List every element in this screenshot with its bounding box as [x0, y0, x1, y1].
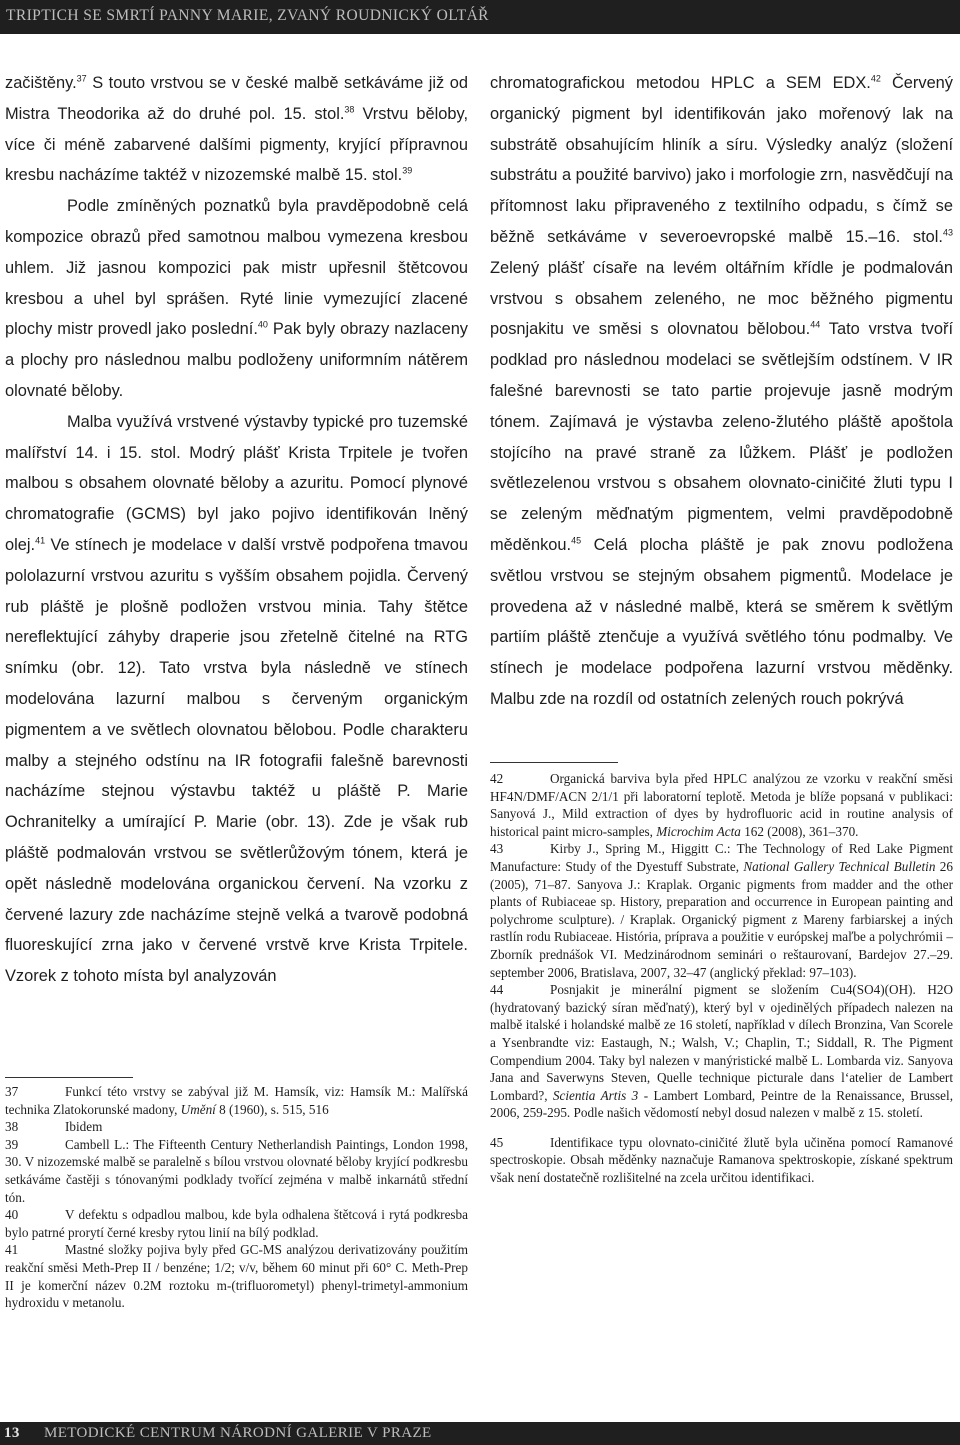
footnote-number: 39	[5, 1136, 19, 1152]
footnote-number: 45	[490, 1134, 504, 1150]
footnote-divider-left	[5, 1077, 133, 1078]
footnote-45	[490, 1134, 953, 1187]
footnote-text: Mastné složky pojiva byly před GC-MS analýzou derivatizovány použitím reakční směsi Meth-Prep II / benzéne; 1/2; v/v, během 60 minut při 60° C. Meth-Prep II je komerční název 0.2M roztoku m-(trifluorometyl) phenyl-trimetyl-ammonium hydroxidu v metanolu.	[5, 1242, 468, 1311]
footnote-37	[5, 1083, 468, 1118]
footnote-42	[490, 770, 953, 840]
footnote-number: 40	[5, 1207, 19, 1223]
right-footnotes	[490, 770, 953, 1187]
footnote-text: Organická barviva byla před HPLC analýzou ze vzorku v reakční směsi HF4N/DMF/ACN 2/1/1 při laboratorní teplotě. Metoda je blíže popsaná v publikaci: Sanyová J., Mild extraction of dyes by hydrofluoric acid in routine analysis of historical paint micro-samples, Microchim Acta 162 (2008), 361–370.	[490, 771, 953, 839]
footnote-text: Identifikace typu olovnato-ciničité žlutě byla učiněna pomocí Ramanové spectroskopie. Obsah měděnky naznačuje Ramanova spektroskopie, získané spektrum však není dostatečně rozlišitelné na zcela určitou identifikaci.	[490, 1134, 953, 1186]
footnote-text: V defektu s odpadlou malbou, kde byla odhalena štětcová i rytá podkresba bylo patrné prorytí černé kresby rytou linií na bílý podklad.	[5, 1207, 468, 1240]
footnote-text: Cambell L.: The Fifteenth Century Netherlandish Paintings, London 1998, 30. V nizozemské malbě se paralelně s bílou vrstvou olovnaté běloby kryjící podkresbu setkáváme častěji s tónovanými podklady tvořící zejména v malbě inkarnátů střední tón.	[5, 1136, 468, 1205]
footnote-number: 38	[5, 1119, 19, 1135]
footer-institution: METODICKÉ CENTRUM NÁRODNÍ GALERIE V PRAZE	[43, 1425, 432, 1441]
footnote-40	[5, 1206, 468, 1241]
right-column-body	[490, 68, 953, 715]
footnote-number: 42	[490, 771, 504, 786]
footnote-41	[5, 1241, 468, 1311]
page-number: 13	[4, 1425, 20, 1441]
running-header	[0, 0, 960, 34]
left_column-paragraph: Malba využívá vrstvené výstavby typické pro tuzemské malířství 14. i 15. stol. Modrý plášť Krista Trpitele je tvořen malbou s obsahem olovnaté běloby a azuritu. Pomocí plynové chromatografie (GCMS) byl jako pojivo identifikován lněný olej.$^{41}$ Ve stínech je modelace v další vrstvě podpořena tmavou pololazurní vrstvou azuritu s vyšším obsahem pojidla. Červený rub pláště je plošně podložen vrstvou minia. Tahy štětce nereflektující záhyby draperie jsou zřetelně čitelné na RTG snímku (obr. 12). Tato vrstva byla následně ve stínech modelována lazurní malbou s červeným organickým pigmentem a ve světlech olovnatou bělobou. Podle charakteru malby a stejného odstínu na IR fotografii falešně barevnosti nacházíme stejnou výstavbu taktéž u pláště P. Marie Ochranitelky a umírající P. Marie (obr. 13). Zde je však rub pláště podmalován vrstvou se světlerůžovým tónem, která je opět následně modelována organickou červení. Na vzorku z červené lazury zde nacházíme stejně velká a tvarově podobná fluoreskující zrna jako v červené vrstvě krve Krista Trpitele. Vzorek z tohoto místa byl analyzován	[5, 412, 468, 986]
footnote-text: Funkcí této vrstvy se zabýval již M. Hamsík, viz: Hamsík M.: Malířská technika Zlatokorunské madony, Umění 8 (1960), s. 515, 516	[5, 1084, 468, 1117]
left_column-paragraph: začištěny.$^{37}$ S touto vrstvou se v české malbě setkáváme již od Mistra Theodorika až do druhé pol. 15. stol.$^{38}$ Vrstvu běloby, více či méně zabarvené dalšími pigmenty, kryjící přípravnou kresbu nacházíme taktéž v nizozemské malbě 15. stol.$^{39}$	[5, 73, 468, 185]
left-footnotes	[5, 1083, 468, 1312]
footnote-number: 41	[5, 1242, 19, 1258]
footnote-44	[490, 981, 953, 1122]
footnote-divider-right	[490, 762, 618, 763]
footnote-number: 43	[490, 841, 504, 857]
page-footer	[0, 1422, 960, 1445]
footnote-text: Posnjakit je minerální pigment se složením Cu4(SO4)(OH). H2O (hydratovaný bazický síran měďnatý), který byl v ojedinělých případech nalezen na malbě italské i holandské malbě ze 16 století, například v dílech Bronzina, Van Scorele a Ysenbrandte viz: Eastaugh, N.; Walsh, V.; Chaplin, T.; Siddall, R. The Pigment Compendium 2004. Taky byl nalezen v manýristické malbě L. Lombarda viz. Sanyova Jana and Saverwyns Steven, Quelle technique picturale dans l‘atelier de Lambert Lombard?, Scientia Artis 3 - Lambert Lombard, Peintre de la Renaissance, Brussel, 2006, 259-295. Podle našich vědomostí nebyl dosud nalezen v malbě z 15. století.	[490, 982, 954, 1121]
running-header-title: TRIPTICH SE SMRTÍ PANNY MARIE, ZVANÝ ROUDNICKÝ OLTÁŘ	[6, 7, 489, 24]
footnote-39	[5, 1136, 468, 1206]
left-column-body	[5, 68, 468, 992]
right_column-paragraph: chromatografickou metodou HPLC a SEM EDX.$^{42}$ Červený organický pigment byl identifikován jako mořenový lak na substrátě obsahujícím hliník a síru. Výsledky analýz (složení substrátu a použité barvivo) jako i morfologie zrn, nasvědčují na přítomnost laku připraveného z textilního odpadu, s čímž se běžně setkáváme v severoevropské malbě 15.–16. stol.$^{43}$ Zelený plášť císaře na levém oltářním křídle je podmalován vrstvou s obsahem zeleného, ne moc běžného pigmentu posnjakitu ve směsi s olovnatou bělobou.$^{44}$ Tato vrstva tvoří podklad pro následnou modelaci se světlejším odstínem. V IR falešné barevnosti se tato partie projevuje jasně modrým tónem. Zajímavá je výstavba zeleno-žlutého pláště apoštola stojícího na pravé straně za lůžkem. Plášť je podložen světlezelenou vrstvou s obsahem olovnato-ciničité žluti typu I se zeleným měďnatým pigmentem, velmi pravděpodobně měděnkou.$^{45}$ Celá plocha pláště je pak znovu podložena světlou vrstvou se stejným obsahem pigmentů. Modelace je provedena až v následné malbě, která se směrem k světlým partiím pláště ztenčuje a využívá světlého tónu podmalby. Ve stínech je modelace podpořena lazurní vrstvou měděnky. Malbu zde na rozdíl od ostatních zelených rouch pokrývá	[490, 73, 954, 708]
footnote-43	[490, 840, 953, 981]
footnote-text: Kirby J., Spring M., Higgitt C.: The Technology of Red Lake Pigment Manufacture: Study of the Dyestuff Substrate, National Gallery Technical Bulletin 26 (2005), 71–87. Sanyova J.: Kraplak. Organic pigments from madder and the other plants of Rubiaceae sp. History, preparation and occurrence in European painting and polychrome sculpture). / Kraplak. Organický pigment z Mareny farbiarskej a iných rastlín rodu Rubiaceae. História, príprava a použitie v európskej maľbe a polychrómii – Zborník prednášok VI. Medzinárodnom seminári o reštaurovaní, Bardejov 27.–29. september 2006, Bratislava, 2007, 32–47 (anglický překlad: 97–103).	[490, 841, 953, 980]
footnote-number: 44	[490, 982, 504, 998]
footnote-38	[5, 1118, 468, 1136]
left_column-paragraph: Podle zmíněných poznatků byla pravděpodobně celá kompozice obrazů před samotnou malbou vymezena kresbou uhlem. Již jasnou kompozici pak mistr upřesnil štětcovou kresbou a uhel byl sprášen. Ryté linie vymezující zlacené plochy mistr provedl jako poslední.$^{40}$ Pak byly obrazy nazlaceny a plochy pro následnou malbu podloženy uniformním nátěrem olovnaté běloby.	[5, 197, 469, 400]
footnote-text: Ibidem	[65, 1119, 103, 1135]
footnote-number: 37	[5, 1084, 19, 1099]
